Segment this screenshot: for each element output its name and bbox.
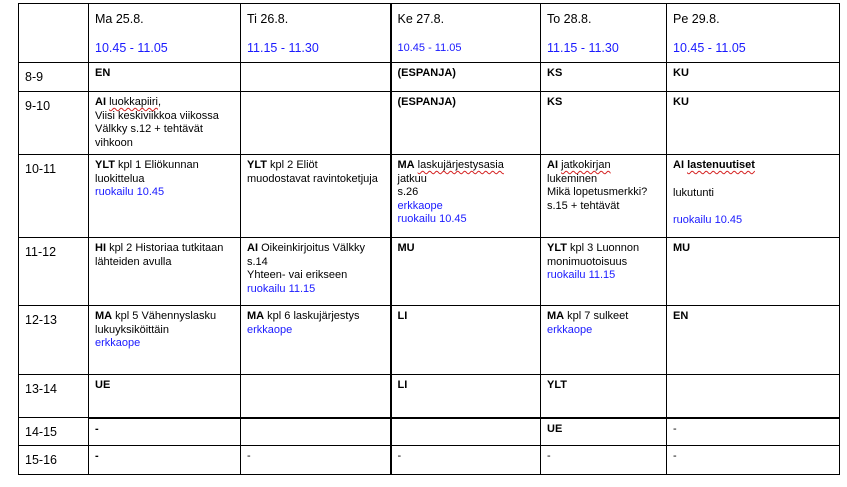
cell-line: Viisi keskiviikkoa viikossa (95, 109, 219, 122)
schedule-cell (89, 306, 241, 375)
schedule-cell (541, 306, 667, 375)
subject-code: UE (547, 422, 563, 435)
day-header: Pe 29.8. 10.45 - 11.05 (667, 4, 840, 63)
day-header: Ti 26.8. 11.15 - 11.30 (241, 4, 391, 63)
schedule-cell (541, 238, 667, 306)
schedule-cell (89, 418, 241, 446)
subject-code: YLT (95, 159, 115, 171)
cell-text: kpl 2 Eliöt muodostavat ravintoketjuja (247, 159, 378, 185)
subject-code: MU (673, 242, 691, 254)
subject-code: EN (673, 310, 689, 322)
schedule-cell (391, 238, 541, 306)
subject-code: UE (95, 379, 111, 391)
schedule-cell (391, 63, 541, 92)
subject-code: KU (673, 67, 689, 79)
cell-note: ruokailu 10.45 (673, 214, 743, 226)
schedule-cell (241, 63, 391, 92)
subject-code: (ESPANJA) (397, 96, 456, 108)
cell-line: s.26 (397, 186, 419, 198)
cell-text: - (673, 450, 677, 462)
cell-line: s.15 + tehtävät (547, 199, 620, 212)
schedule-cell (541, 418, 667, 446)
subject-code: MU (397, 242, 415, 254)
time-slot: 11-12 (19, 238, 89, 306)
schedule-cell (667, 446, 840, 475)
cell-note: erkkaope (95, 337, 141, 349)
day-time: 11.15 - 11.30 (547, 41, 619, 55)
time-slot: 9-10 (19, 92, 89, 155)
subject-code: (ESPANJA) (397, 67, 456, 79)
schedule-cell (89, 238, 241, 306)
cell-text: - (673, 422, 677, 435)
cell-topic: laskujärjestysasia (417, 159, 504, 171)
corner-cell (19, 4, 89, 63)
time-slot: 13-14 (19, 375, 89, 418)
subject-code: YLT (547, 379, 567, 391)
schedule-cell (241, 375, 391, 418)
day-header: Ke 27.8. 10.45 - 11.05 (391, 4, 541, 63)
schedule-cell (241, 238, 391, 306)
day-time: 10.45 - 11.05 (397, 42, 462, 54)
subject-code: EN (95, 67, 111, 79)
subject-code: AI (247, 242, 258, 254)
schedule-cell (541, 375, 667, 418)
subject-code: KU (673, 96, 689, 108)
cell-text: - (247, 450, 251, 462)
cell-text: kpl 5 Vähennyslasku lukuyksiköittäin (95, 310, 217, 336)
cell-text: - (397, 450, 402, 462)
cell-topic: lastenuutiset (687, 159, 755, 171)
cell-text: , (157, 96, 162, 108)
cell-note: ruokailu 11.15 (247, 282, 316, 295)
day-time: 11.15 - 11.30 (247, 41, 319, 55)
subject-code: LI (397, 310, 408, 322)
schedule-cell (241, 418, 391, 446)
schedule-row (19, 92, 840, 155)
day-time: 10.45 - 11.05 (95, 41, 168, 55)
cell-note: ruokailu 10.45 (397, 213, 467, 225)
schedule-cell (667, 155, 840, 238)
schedule-cell (391, 446, 541, 475)
header-row (19, 4, 840, 63)
schedule-cell (391, 375, 541, 418)
schedule-cell (667, 375, 840, 418)
schedule-cell (667, 418, 840, 446)
cell-line: Yhteen- vai erikseen (247, 269, 348, 281)
schedule-row (19, 238, 840, 306)
schedule-cell (241, 155, 391, 238)
schedule-cell (89, 446, 241, 475)
schedule-cell (541, 92, 667, 155)
subject-code: MA (547, 310, 565, 322)
schedule-cell (667, 63, 840, 92)
subject-code: MA (397, 159, 415, 171)
day-header: To 28.8. 11.15 - 11.30 (541, 4, 667, 63)
cell-line: jatkuu (397, 172, 427, 185)
weekly-schedule-table (18, 3, 840, 475)
schedule-cell (241, 306, 391, 375)
cell-text: kpl 6 laskujärjestys (267, 310, 360, 322)
subject-code: HI (95, 242, 106, 254)
schedule-cell (667, 306, 840, 375)
subject-code: AI (673, 159, 684, 171)
cell-text: kpl 2 Historiaa tutkitaan lähteiden avulla (95, 242, 224, 268)
cell-note: ruokailu 10.45 (95, 186, 165, 198)
subject-code: KS (547, 67, 563, 79)
subject-code: - (95, 422, 99, 435)
subject-code: KS (547, 96, 563, 108)
schedule-row (19, 375, 840, 418)
subject-code: - (95, 450, 99, 462)
schedule-cell (391, 155, 541, 238)
cell-line: lukutunti (673, 186, 714, 199)
schedule-cell (391, 306, 541, 375)
subject-code: AI (547, 159, 558, 171)
cell-text: - (547, 450, 551, 462)
cell-note: ruokailu 11.15 (547, 269, 616, 281)
cell-line: lukeminen (547, 172, 598, 185)
schedule-cell (667, 92, 840, 155)
cell-text: kpl 1 Eliökunnan luokittelua (95, 159, 199, 185)
schedule-cell (89, 155, 241, 238)
cell-topic: luokkapiiri (109, 96, 158, 108)
cell-text: kpl 3 Luonnon monimuotoisuus (547, 242, 640, 268)
time-slot: 14-15 (19, 418, 89, 446)
subject-code: YLT (547, 242, 567, 254)
subject-code: MA (95, 310, 113, 322)
schedule-cell (541, 155, 667, 238)
schedule-cell (391, 92, 541, 155)
schedule-row (19, 63, 840, 92)
cell-text: Oikeinkirjoitus Välkky s.14 (247, 242, 365, 268)
time-slot: 15-16 (19, 446, 89, 475)
cell-note: erkkaope (547, 323, 593, 336)
subject-code: LI (397, 379, 408, 391)
time-slot: 12-13 (19, 306, 89, 375)
cell-note: erkkaope (397, 199, 443, 212)
time-slot: 10-11 (19, 155, 89, 238)
schedule-cell (89, 375, 241, 418)
cell-line: Välkky s.12 + tehtävät vihkoon (95, 123, 203, 149)
schedule-cell (541, 63, 667, 92)
subject-code: MA (247, 310, 265, 322)
schedule-cell (89, 63, 241, 92)
schedule-cell (241, 446, 391, 475)
schedule-cell (89, 92, 241, 155)
subject-code: AI (95, 96, 106, 108)
schedule-cell (667, 238, 840, 306)
schedule-cell (391, 418, 541, 446)
time-slot: 8-9 (19, 63, 89, 92)
schedule-body (19, 4, 840, 475)
schedule-cell (541, 446, 667, 475)
subject-code: YLT (247, 159, 267, 171)
schedule-row (19, 418, 840, 446)
day-header: Ma 25.8. 10.45 - 11.05 (89, 4, 241, 63)
day-time: 10.45 - 11.05 (673, 41, 746, 55)
schedule-row (19, 155, 840, 238)
cell-note: erkkaope (247, 323, 293, 336)
cell-line: Mikä lopetusmerkki? (547, 186, 648, 198)
schedule-cell (241, 92, 391, 155)
schedule-row (19, 306, 840, 375)
cell-topic: jatkokirjan (561, 159, 611, 171)
schedule-row (19, 446, 840, 475)
cell-text: kpl 7 sulkeet (567, 310, 629, 322)
